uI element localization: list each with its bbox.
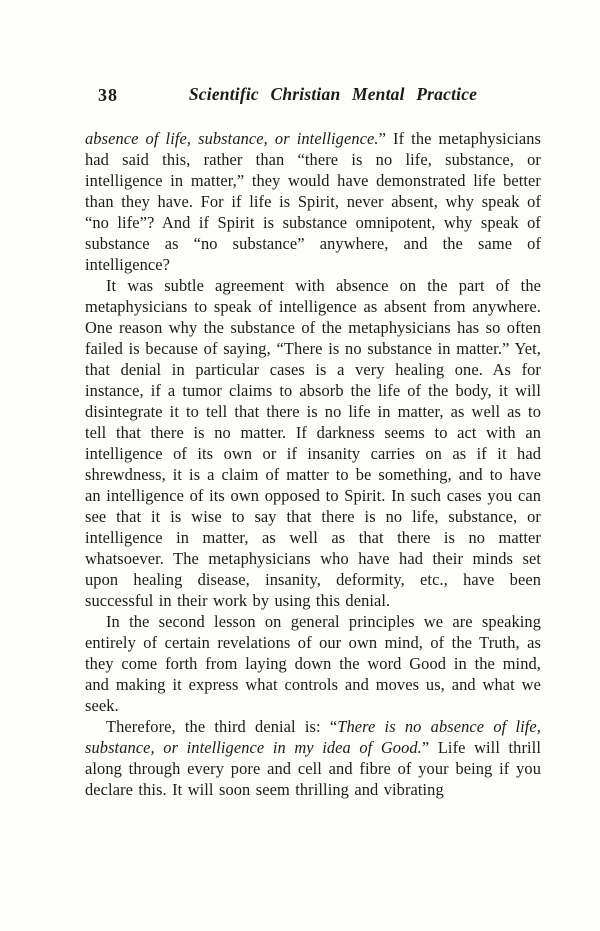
paragraph — [85, 275, 541, 611]
running-title: Scientific Christian Mental Practice — [188, 84, 478, 104]
text-run: It was subtle agreement with absence on the part of the metaphysicians to speak of intelligence as absent from anywhere. One reason why the substance of the metaphysicians has so often failed is because of saying, “There is no substance in matter.” Yet, that denial in particular cases is a very healing one. As for instance, if a tumor claims to absorb the life of the body, it will disintegrate it to tell that there is no life in matter, as well as to tell that there is no matter. If darkness seems to act with an intelligence of its own or if insanity carries on as if it had shrewdness, it is a claim of matter to be something, and to have an intelligence of its own opposed to Spirit. In such cases you can see that it is wise to say that there is no life, substance, or intelligence in matter, as well as that there is no matter whatsoever. The metaphysicians who have had their minds set upon healing disease, insanity, deformity, etc., have been successful in their work by using this denial. — [85, 276, 541, 610]
page-body — [85, 128, 541, 800]
text-run: In the second lesson on general principles we are speaking entirely of certain revelations of our own mind, of the Truth, as they come forth from laying down the word Good in the mind, and making it express what controls and moves us, and what we seek. — [85, 612, 541, 715]
page-number: 38 — [98, 85, 118, 105]
paragraph — [85, 716, 541, 800]
paragraph — [85, 611, 541, 716]
italic-text-run: There is no absence of life, substance, or intelligence in my idea of Good. — [85, 717, 541, 757]
italic-text-run: absence of life, substance, or intelligence. — [85, 129, 379, 148]
text-run: ” If the metaphysicians had said this, rather than “there is no life, substance, or intelligence in matter,” they would have demonstrated life better than they have. For if life is Spirit, never absent, why speak of “no life”? And if Spirit is substance omnipotent, why speak of substance as “no substance” anywhere, and the same of intelligence? — [85, 129, 542, 274]
text-run: Therefore, the third denial is: “ — [106, 717, 338, 736]
page-header — [85, 84, 541, 108]
text-run: ” Life will thrill along through every pore and cell and fibre of your being if you declare this. It will soon seem thrilling and vibrating — [85, 738, 541, 799]
paragraph — [85, 128, 541, 275]
